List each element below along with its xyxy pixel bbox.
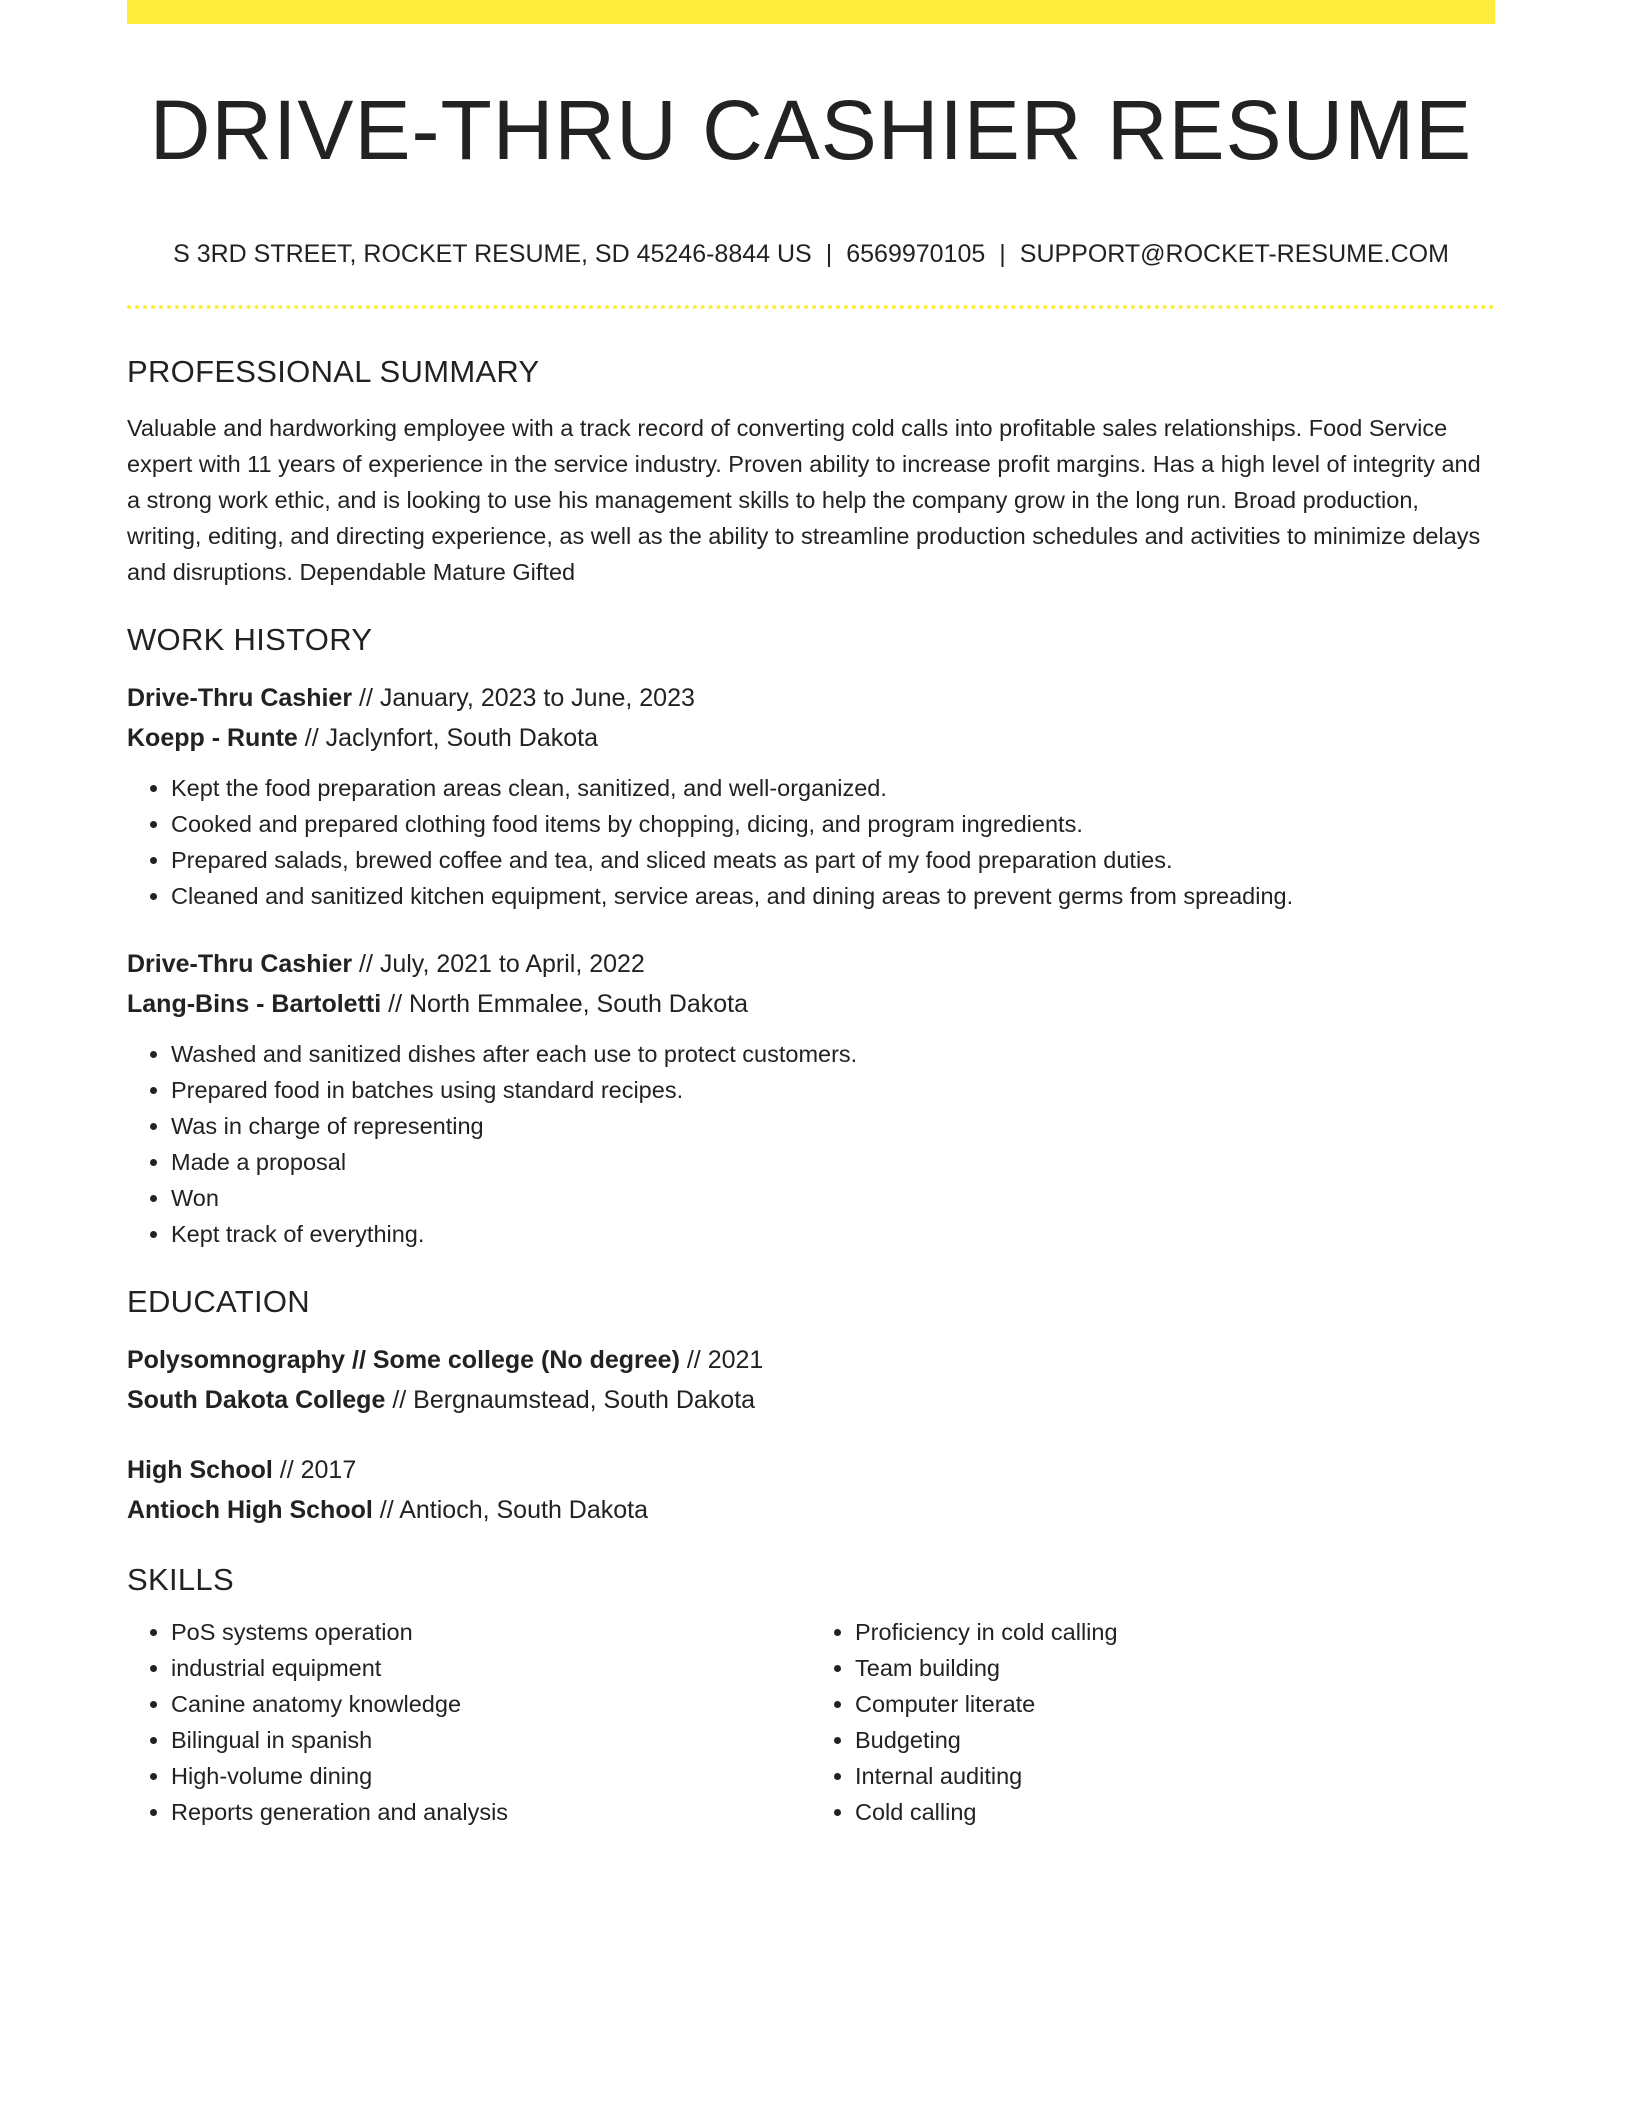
education-heading: EDUCATION <box>127 1284 310 1319</box>
work-history-heading: WORK HISTORY <box>127 622 373 657</box>
list-item: • Bilingual in spanish <box>171 1722 811 1758</box>
list-item: • Prepared salads, brewed coffee and tea, and sliced meats as part of my food preparation duties. <box>171 842 1495 878</box>
job-dates: // January, 2023 to June, 2023 <box>352 684 695 712</box>
accent-top-bar <box>127 0 1495 24</box>
job-entry <box>127 678 1495 914</box>
school-location: // Antioch, South Dakota <box>372 1496 648 1524</box>
resume-body <box>127 352 1495 1830</box>
list-item: • Prepared food in batches using standard recipes. <box>171 1072 1495 1108</box>
list-item: • Cold calling <box>855 1794 1495 1830</box>
summary-text: Valuable and hardworking employee with a track record of converting cold calls into profitable sales relationships. Food Service expert with 11 years of experience in the service industry. Proven ability to increase profit margins. Has a high level of integrity and a strong work ethic, and is looking to use his management skills to help the company grow in the long run. Broad production, writing, editing, and directing experience, as well as the ability to streamline production schedules and activities to minimize delays and disruptions. Dependable Mature Gifted <box>127 415 1481 585</box>
contact-address: S 3RD STREET, ROCKET RESUME, SD 45246-8844 US <box>173 240 812 268</box>
skills-columns <box>127 1614 1495 1830</box>
contact-email: SUPPORT@ROCKET-RESUME.COM <box>1019 240 1449 268</box>
list-item: • Kept track of everything. <box>171 1216 1495 1252</box>
school-line <box>127 1380 1495 1420</box>
list-item: • Budgeting <box>855 1722 1495 1758</box>
job-location: // Jaclynfort, South Dakota <box>297 724 598 752</box>
degree: Polysomnography // Some college (No degree) <box>127 1346 680 1374</box>
list-item: • PoS systems operation <box>171 1614 811 1650</box>
graduation-year: // 2017 <box>272 1456 357 1484</box>
dotted-divider <box>127 305 1495 309</box>
job-company-line <box>127 984 1495 1024</box>
job-duties-list <box>127 770 1495 914</box>
graduation-year: // 2021 <box>679 1346 764 1374</box>
school-name: Antioch High School <box>127 1496 373 1524</box>
skills-heading: SKILLS <box>127 1562 234 1597</box>
summary-section <box>127 352 1495 590</box>
school-line <box>127 1490 1495 1530</box>
list-item: • Was in charge of representing <box>171 1108 1495 1144</box>
job-title-line <box>127 678 1495 718</box>
list-item: • Team building <box>855 1650 1495 1686</box>
list-item: • Made a proposal <box>171 1144 1495 1180</box>
list-item: • Washed and sanitized dishes after each use to protect customers. <box>171 1036 1495 1072</box>
job-location: // North Emmalee, South Dakota <box>381 990 749 1018</box>
contact-separator: | <box>999 240 1006 268</box>
job-company: Lang-Bins - Bartoletti <box>127 990 382 1018</box>
resume-title: DRIVE-THRU CASHIER RESUME <box>149 83 1473 177</box>
list-item: • Kept the food preparation areas clean, sanitized, and well-organized. <box>171 770 1495 806</box>
work-history-section <box>127 620 1495 1252</box>
education-section <box>127 1282 1495 1530</box>
contact-line <box>127 236 1495 272</box>
school-location: // Bergnaumstead, South Dakota <box>385 1386 756 1414</box>
list-item: • Won <box>171 1180 1495 1216</box>
job-duties-list <box>127 1036 1495 1252</box>
job-title: Drive-Thru Cashier <box>127 684 353 712</box>
contact-phone: 6569970105 <box>846 240 986 268</box>
degree-line <box>127 1340 1495 1380</box>
job-company: Koepp - Runte <box>127 724 298 752</box>
job-company-line <box>127 718 1495 758</box>
list-item: • High-volume dining <box>171 1758 811 1794</box>
skills-section <box>127 1560 1495 1830</box>
summary-heading: PROFESSIONAL SUMMARY <box>127 354 540 389</box>
contact-separator: | <box>825 240 833 268</box>
degree: High School <box>127 1456 273 1484</box>
job-title-line <box>127 944 1495 984</box>
list-item: • industrial equipment <box>171 1650 811 1686</box>
list-item: • Cooked and prepared clothing food items by chopping, dicing, and program ingredients. <box>171 806 1495 842</box>
job-title: Drive-Thru Cashier <box>127 950 353 978</box>
education-entry <box>127 1340 1495 1420</box>
list-item: • Computer literate <box>855 1686 1495 1722</box>
job-dates: // July, 2021 to April, 2022 <box>352 950 645 978</box>
skills-list-left <box>127 1614 811 1830</box>
job-entry <box>127 944 1495 1252</box>
list-item: • Proficiency in cold calling <box>855 1614 1495 1650</box>
school-name: South Dakota College <box>127 1386 386 1414</box>
list-item: • Reports generation and analysis <box>171 1794 811 1830</box>
list-item: • Internal auditing <box>855 1758 1495 1794</box>
skills-list-right <box>811 1614 1495 1830</box>
education-entry <box>127 1450 1495 1530</box>
list-item: • Cleaned and sanitized kitchen equipment, service areas, and dining areas to prevent germs from spreading. <box>171 878 1495 914</box>
list-item: • Canine anatomy knowledge <box>171 1686 811 1722</box>
degree-line <box>127 1450 1495 1490</box>
